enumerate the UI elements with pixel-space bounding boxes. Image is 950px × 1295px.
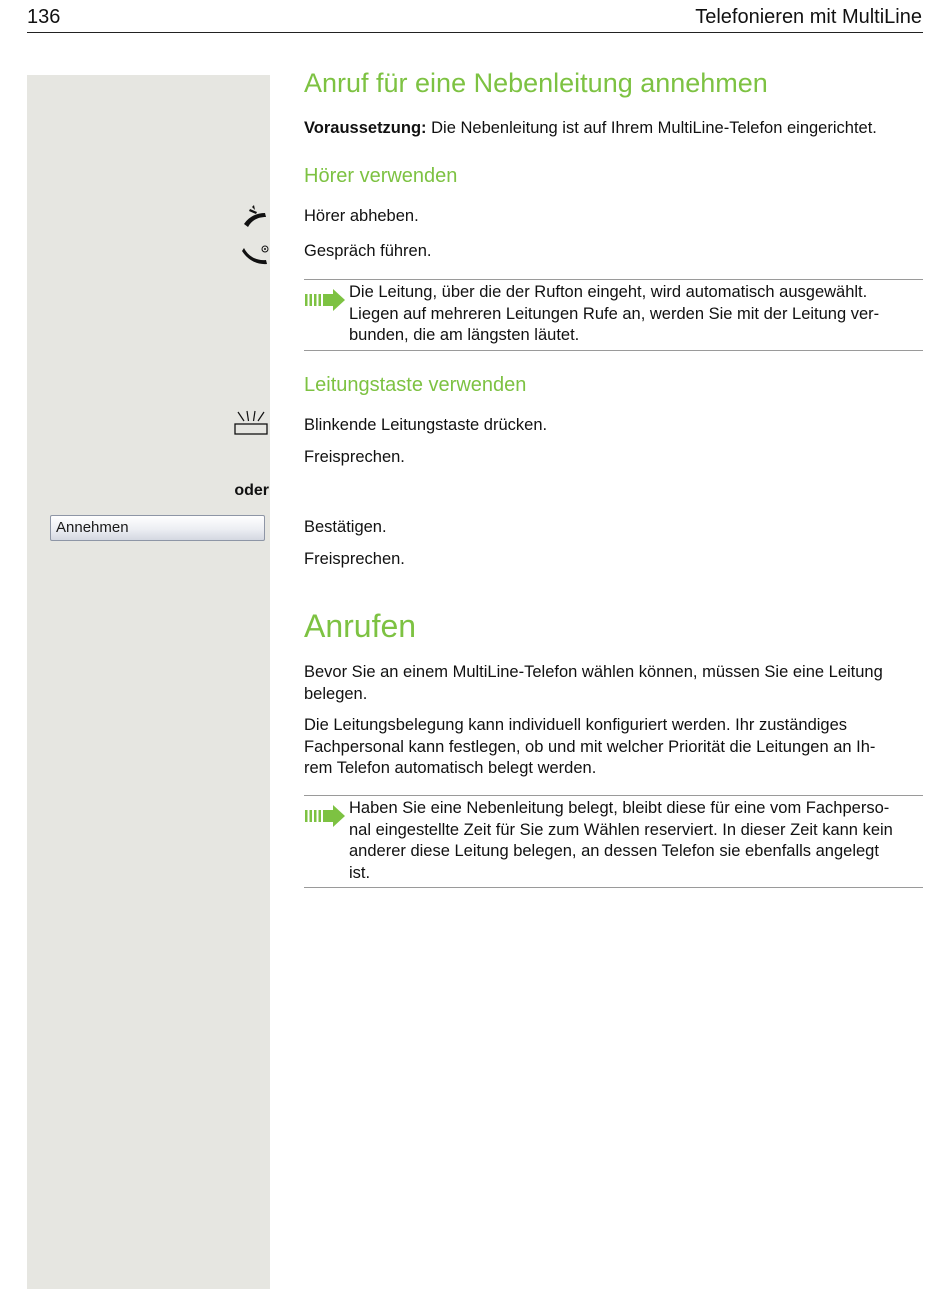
prerequisite [304, 118, 877, 140]
note-line: bunden, die am längsten läutet. [349, 326, 580, 344]
note-reserved-line [349, 798, 893, 884]
note-line: ist. [349, 863, 371, 882]
paragraph-line: rem Telefon automatisch belegt werden. [304, 759, 597, 777]
note-arrow-icon [304, 804, 346, 828]
paragraph-seize-line [304, 662, 883, 705]
note-arrow-icon [304, 288, 346, 312]
subsection-title-line-key: Leitungstaste verwenden [304, 374, 527, 396]
paragraph-line-configuration [304, 715, 875, 780]
blinking-line-key-icon [233, 410, 269, 436]
chapter-title: Telefonieren mit MultiLine [695, 6, 922, 28]
paragraph-line: belegen. [304, 684, 368, 703]
step-lift-handset: Hörer abheben. [304, 207, 419, 225]
step-talk: Gespräch führen. [304, 242, 432, 260]
note-bottom-rule-2 [304, 887, 923, 888]
page-number: 136 [27, 6, 61, 28]
step-speakerphone-2: Freisprechen. [304, 550, 405, 568]
step-press-line-key: Blinkende Leitungstaste drücken. [304, 416, 548, 434]
note-line: nal eingestellte Zeit für Sie zum Wählen reserviert. In dieser Zeit kann kein [349, 820, 893, 839]
note-line: Haben Sie eine Nebenleitung belegt, bleibt diese für eine vom Fachperso- [349, 799, 890, 817]
note-line: Die Leitung, über die der Rufton eingeht, wird automatisch ausgewählt. [349, 283, 868, 301]
prerequisite-label: Voraussetzung: [304, 119, 427, 137]
subsection-title-handset: Hörer verwenden [304, 165, 458, 187]
step-confirm: Bestätigen. [304, 518, 387, 536]
header-divider [27, 32, 923, 33]
note-top-rule-2 [304, 795, 923, 796]
paragraph-line: Die Leitungsbelegung kann individuell konfiguriert werden. Ihr zuständiges [304, 716, 848, 734]
sidebar-panel [27, 75, 270, 1289]
handset-talk-icon [240, 242, 270, 266]
note-bottom-rule [304, 350, 923, 351]
step-speakerphone: Freisprechen. [304, 448, 405, 466]
note-top-rule [304, 279, 923, 280]
answer-softkey[interactable]: Annehmen [50, 515, 265, 541]
prerequisite-text: Die Nebenleitung ist auf Ihrem MultiLine-Telefon eingerichtet. [426, 119, 877, 137]
paragraph-line: Bevor Sie an einem MultiLine-Telefon wählen können, müssen Sie eine Leitung [304, 663, 883, 681]
or-label: oder [234, 482, 269, 499]
note-auto-line-selection [349, 282, 879, 347]
handset-lift-icon [240, 205, 270, 229]
section-title-calling: Anrufen [304, 608, 417, 644]
note-line: anderer diese Leitung belegen, an dessen Telefon sie ebenfalls angelegt [349, 842, 879, 860]
note-line: Liegen auf mehreren Leitungen Rufe an, werden Sie mit der Leitung ver- [349, 304, 880, 323]
section-title-answer-secondary-line: Anruf für eine Nebenleitung annehmen [304, 68, 768, 98]
paragraph-line: Fachpersonal kann festlegen, ob und mit welcher Priorität die Leitungen an Ih- [304, 737, 876, 756]
